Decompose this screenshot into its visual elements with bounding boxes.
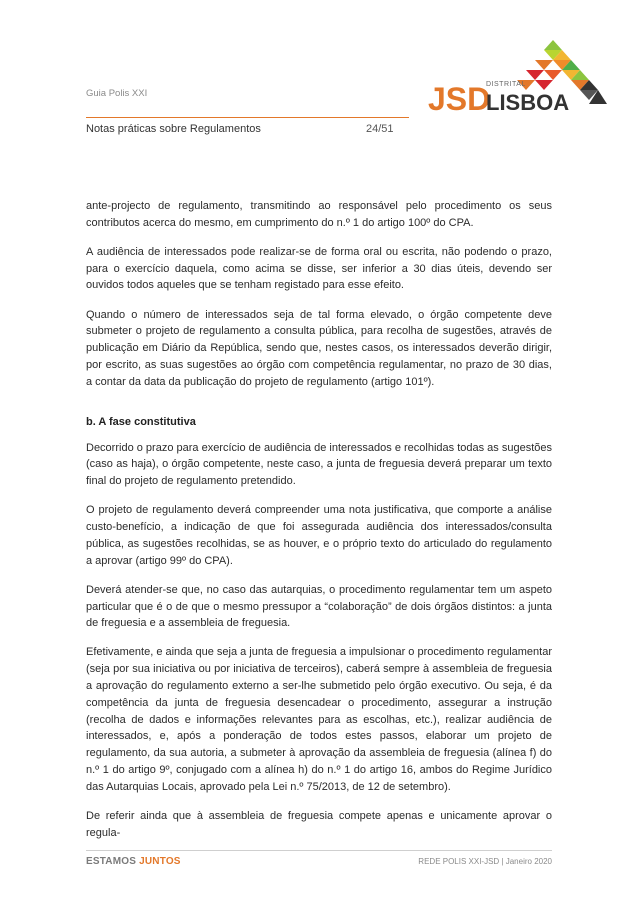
- body-paragraph: Decorrido o prazo para exercício de audiência de interessados e recolhidas todas as sugestões (caso as haja), o órgão competente, neste caso, a junta de freguesia deverá preparar um texto final do projeto de regulamento pretendido.: [86, 441, 552, 488]
- logo-brand-text: JSD: [428, 81, 491, 117]
- footer-slogan-accent: JUNTOS: [139, 856, 181, 867]
- body-paragraph: Quando o número de interessados seja de tal forma elevado, o órgão competente deve submeter o projeto de regulamento a consulta pública, para recolha de sugestões, através de publicação em Diário da República, sendo que, nestes casos, os interessados deverão dirigir, por escrito, as suas sugestões ao órgão com competência regulamentar, no prazo de 30 dias, a contar da data da publicação do projeto de regulamento (artigo 101º).: [86, 308, 552, 388]
- body-paragraph: O projeto de regulamento deverá compreender uma nota justificativa, que comporte a análise custo-benefício, a indicação de que foi assegurada audiência dos interessados/consulta pública, as sugestões recolhidas, se as houver, e o próprio texto do articulado do regulamento a aprovar (artigo 99º do CPA).: [86, 504, 552, 567]
- body-paragraph: Deverá atender-se que, no caso das autarquias, o procedimento regulamentar tem um aspeto particular que é o de que o mesmo pressupor a “colaboração” de dois órgãos distintos: a junta de freguesia e a assembleia de freguesia.: [86, 583, 552, 630]
- body-paragraph: ante-projecto de regulamento, transmitindo ao responsável pelo procedimento os seus contributos acerca do mesmo, em cumprimento do n.º 1 do artigo 100º do CPA.: [86, 200, 552, 229]
- logo-city-text: LISBOA: [486, 90, 570, 115]
- footer-divider: [86, 850, 552, 851]
- document-subtitle: Notas práticas sobre Regulamentos: [86, 123, 261, 135]
- body-paragraph: A audiência de interessados pode realizar-se de forma oral ou escrita, não podendo o prazo, para o exercício daquela, como acima se disse, ser inferior a 30 dias úteis, devendo ser ouvidos todos aqueles que se tenham registado para esse efeito.: [86, 245, 552, 292]
- header-divider: [86, 117, 409, 118]
- document-series-title: Guia Polis XXI: [86, 88, 148, 99]
- jsd-lisboa-logo: [420, 38, 610, 118]
- document-body: [86, 198, 552, 854]
- footer-source: REDE POLIS XXI-JSD | Janeiro 2020: [418, 857, 552, 866]
- footer-slogan-part: ESTAMOS: [86, 856, 140, 867]
- logo-tag-text: DISTRITAL: [486, 81, 526, 88]
- section-heading: b. A fase constitutiva: [86, 415, 196, 428]
- body-paragraph: Efetivamente, e ainda que seja a junta de freguesia a impulsionar o procedimento regulamentar (seja por sua iniciativa ou por iniciativa de terceiros), caberá sempre à assembleia de freguesia a aprovação do regulamento externo a ser-lhe submetido pelo órgão executivo. Ou seja, é da competência da junta de freguesia desencadear o procedimento, assegurar a instrução (recolha de dados e informações relevantes para as escolhas, etc.), realizar audiência de interessados, e, após a ponderação de todos estes passos, elaborar um projeto de regulamento, da sua autoria, a submeter à aprovação da assembleia de freguesia (alínea f) do n.º 1 do artigo 9º, conjugado com a alínea h) do n.º 1 do artigo 16, ambos do Regime Jurídico das Autarquias Locais, aprovado pela Lei n.º 75/2013, de 12 de setembro).: [86, 646, 552, 793]
- body-paragraph: De referir ainda que à assembleia de freguesia compete apenas e unicamente aprovar o regula-: [86, 809, 552, 839]
- page-number: 24/51: [366, 123, 394, 135]
- footer-slogan: [86, 856, 181, 867]
